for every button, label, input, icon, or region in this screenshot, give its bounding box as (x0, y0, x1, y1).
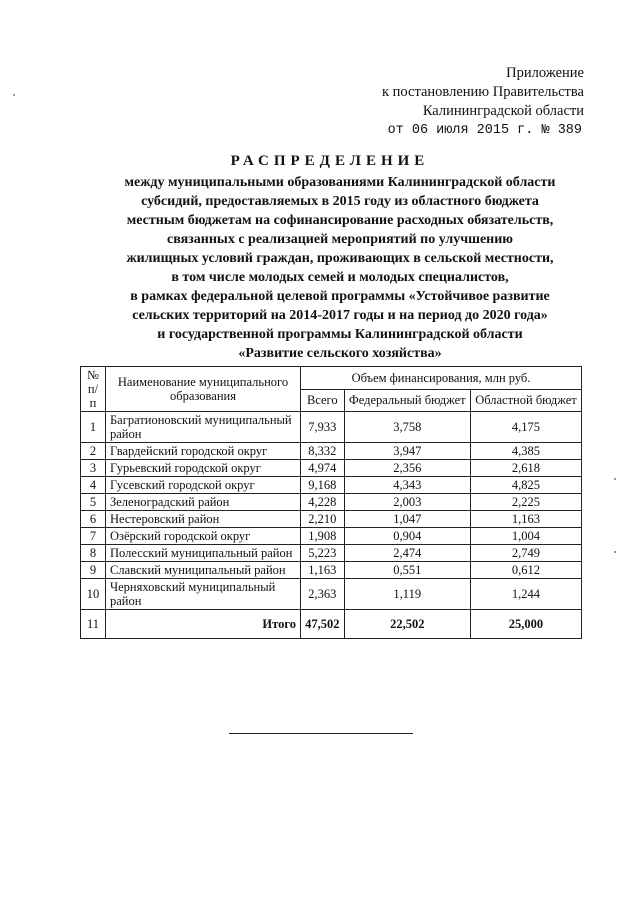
header-funding: Объем финансирования, млн руб. (301, 367, 582, 390)
document-subtitle (70, 173, 610, 363)
row-municipality: Славский муниципальный район (106, 562, 301, 579)
row-municipality: Полесский муниципальный район (106, 545, 301, 562)
subtitle-line: и государственной программы Калининградской области (157, 327, 523, 342)
header-row (81, 367, 582, 390)
row-federal: 1,047 (344, 511, 470, 528)
row-regional: 1,004 (470, 528, 581, 545)
row-number: 5 (81, 494, 106, 511)
table-row (81, 545, 582, 562)
subtitle-line: в рамках федеральной целевой программы «Устойчивое развитие (130, 289, 550, 304)
subtitle-line: сельских территорий на 2014-2017 годы и на период до 2020 года» (132, 308, 548, 323)
row-federal: 2,474 (344, 545, 470, 562)
row-regional: 4,175 (470, 412, 581, 443)
row-regional: 4,825 (470, 477, 581, 494)
total-number: 11 (81, 610, 106, 639)
row-number: 2 (81, 443, 106, 460)
document-title: РАСПРЕДЕЛЕНИЕ (230, 153, 430, 169)
row-total: 2,210 (301, 511, 345, 528)
appendix-date-number: от 06 июля 2015 г. № 389 (387, 123, 582, 138)
table-row (81, 579, 582, 610)
scan-speck (13, 94, 15, 96)
row-municipality: Зеленоградский район (106, 494, 301, 511)
table-header (81, 367, 582, 412)
row-total: 5,223 (301, 545, 345, 562)
row-federal: 3,947 (344, 443, 470, 460)
row-regional: 2,618 (470, 460, 581, 477)
signature-line (229, 733, 413, 734)
row-total: 1,908 (301, 528, 345, 545)
row-total: 4,228 (301, 494, 345, 511)
funding-table (80, 366, 582, 639)
table-row (81, 412, 582, 443)
row-regional: 1,163 (470, 511, 581, 528)
table-row (81, 511, 582, 528)
appendix-header (304, 64, 584, 140)
row-municipality: Черняховский муниципальный район (106, 579, 301, 610)
row-federal: 0,904 (344, 528, 470, 545)
header-total: Всего (301, 389, 345, 412)
table-row (81, 494, 582, 511)
total-federal: 22,502 (344, 610, 470, 639)
appendix-title: Приложение (506, 65, 584, 81)
row-number: 6 (81, 511, 106, 528)
scan-speck (614, 478, 616, 480)
appendix-region: Калининградской области (422, 103, 584, 119)
row-number: 7 (81, 528, 106, 545)
row-municipality: Озёрский городской округ (106, 528, 301, 545)
row-federal: 4,343 (344, 477, 470, 494)
header-no: № п/п (81, 367, 106, 412)
row-number: 10 (81, 579, 106, 610)
row-municipality: Нестеровский район (106, 511, 301, 528)
row-total: 4,974 (301, 460, 345, 477)
table-row (81, 528, 582, 545)
row-number: 4 (81, 477, 106, 494)
row-municipality: Гусевский городской округ (106, 477, 301, 494)
table-body (81, 412, 582, 639)
subtitle-line: в том числе молодых семей и молодых специалистов, (171, 270, 509, 285)
row-federal: 2,003 (344, 494, 470, 511)
row-number: 1 (81, 412, 106, 443)
total-sum: 47,502 (301, 610, 345, 639)
row-total: 7,933 (301, 412, 345, 443)
row-total: 1,163 (301, 562, 345, 579)
row-regional: 4,385 (470, 443, 581, 460)
row-regional: 2,225 (470, 494, 581, 511)
row-regional: 0,612 (470, 562, 581, 579)
row-regional: 1,244 (470, 579, 581, 610)
header-name: Наименование муниципального образования (106, 367, 301, 412)
row-federal: 0,551 (344, 562, 470, 579)
row-federal: 1,119 (344, 579, 470, 610)
header-federal: Федеральный бюджет (344, 389, 470, 412)
subtitle-line: между муниципальными образованиями Калининградской области (124, 175, 556, 190)
table-row (81, 562, 582, 579)
row-number: 3 (81, 460, 106, 477)
row-total: 8,332 (301, 443, 345, 460)
subtitle-line: местным бюджетам на софинансирование расходных обязательств, (126, 213, 554, 228)
row-number: 8 (81, 545, 106, 562)
total-row (81, 610, 582, 639)
table-row (81, 477, 582, 494)
row-number: 9 (81, 562, 106, 579)
subtitle-line: «Развитие сельского хозяйства» (238, 346, 442, 361)
header-regional: Областной бюджет (470, 389, 581, 412)
row-municipality: Багратионовский муниципальный район (106, 412, 301, 443)
table-row (81, 443, 582, 460)
subtitle-line: субсидий, предоставляемых в 2015 году из областного бюджета (141, 194, 539, 209)
row-total: 2,363 (301, 579, 345, 610)
subtitle-line: связанных с реализацией мероприятий по улучшению (166, 232, 514, 247)
row-total: 9,168 (301, 477, 345, 494)
row-municipality: Гвардейский городской округ (106, 443, 301, 460)
row-municipality: Гурьевский городской округ (106, 460, 301, 477)
row-federal: 2,356 (344, 460, 470, 477)
scan-speck (614, 551, 616, 553)
appendix-decree: к постановлению Правительства (382, 84, 584, 100)
total-label: Итого (106, 610, 301, 639)
table-row (81, 460, 582, 477)
row-federal: 3,758 (344, 412, 470, 443)
subtitle-line: жилищных условий граждан, проживающих в сельской местности, (126, 251, 554, 266)
total-regional: 25,000 (470, 610, 581, 639)
row-regional: 2,749 (470, 545, 581, 562)
